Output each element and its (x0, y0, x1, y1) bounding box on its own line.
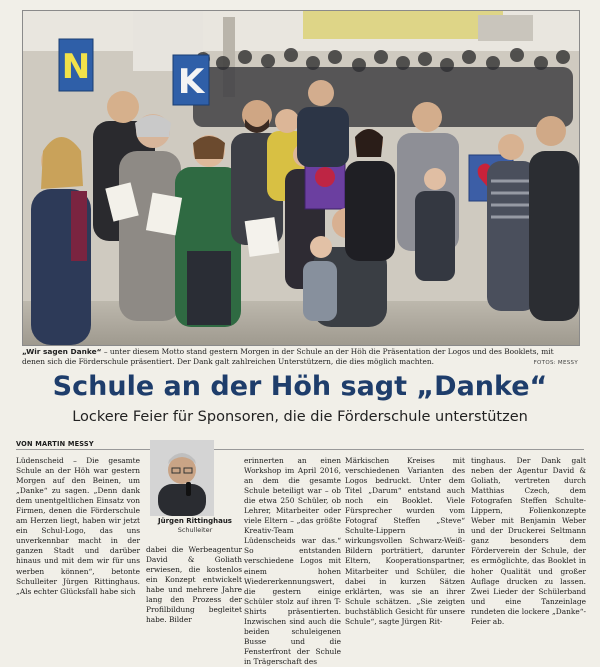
article-column-5 (471, 456, 586, 627)
sign-letter-n: N (61, 47, 91, 87)
subheadline: Lockere Feier für Sponsoren, die die Förderschule unterstützen (72, 409, 528, 425)
caption-text: – unter diesem Motto stand gestern Morgen in der Schule an der Höh die Präsentation der Logos und des Booklets, mit denen sich die Förderschule präsentiert. Der Dank galt zahlreichen Unterstützern, die dies möglich machten. (22, 347, 554, 366)
article-column-1 (16, 456, 140, 597)
article-column-4 (345, 456, 465, 627)
column-2-text: dabei die Werbeagentur David & Goliath erwiesen, die kostenlos ein Konzept entwickelt habe und mehrere Jahre lang den Prozess der Profilbildung begleitet habe. Bilder (146, 545, 242, 625)
photo-credit: FOTOS: MESSY (533, 360, 578, 366)
sign-letter-k: K (177, 62, 205, 102)
column-3-text: erinnerten an einen Workshop im April 2016, an dem die gesamte Schule beteiligt war – ob die etwa 250 Schüler, ob Lehrer, Mitarbeiter oder viele Eltern – „das größte Kreativ-Team Lüdenscheids war das.“ So entstanden verschiedene Logos mit einem hohen Wiedererkennungswert, die gestern einige Schüler stolz auf ihren T-Shirts präsentierten. Inzwischen sind auch die beiden schuleigenen Busse und die Fensterfront der Schule in Trägerschaft des (244, 456, 341, 666)
portrait-name: Jürgen Rittinghaus (158, 517, 232, 525)
divider (16, 449, 584, 450)
column-5-text: tinghaus. Der Dank galt neben der Agentur David & Goliath, vertreten durch Matthias Czech, dem Fotografen Steffen Schulte-Lippern, Folienkonzepte Weber mit Benjamin Weber und der Druckerei Seltmann ganz besonders dem Förderverein der Schule, der es ermöglichte, das Booklet in hoher Qualität und großer Auflage drucken zu lassen. Zwei Lieder der Schülerband und eine Tanzeinlage rundeten die lockere „Danke“-Feier ab. (471, 456, 586, 626)
column-1-text: Lüdenscheid – Die gesamte Schule an der Höh war gestern Morgen auf den Beinen, um „Danke“ zu sagen. „Denn dank dem unentgeltlichen Einsatz von Firmen, denen die Förderschule am Herzen liegt, haben wir jetzt ein Schul-Logo, das uns unverkennbar macht in der ganzen Stadt und darüber hinaus und mit dem wir für uns werben können“, betonte Schulleiter Jürgen Rittinghaus. „Als echter Glücksfall habe sich (16, 456, 140, 596)
portrait-role: Schulleiter (177, 526, 213, 534)
caption-lead: „Wir sagen Danke“ (22, 347, 102, 356)
article-column-3 (244, 456, 341, 667)
article-column-2 (146, 545, 242, 625)
portrait-photo (150, 440, 214, 516)
headline: Schule an der Höh sagt „Danke“ (52, 371, 548, 402)
photo-caption (22, 347, 578, 367)
column-4-text: Märkischen Kreises mit verschiedenen Varianten des Logos bedruckt. Unter dem Titel „Darum“ entstand auch noch ein Booklet. Viele Fürsprecher wurden vom Fotograf Steffen „Steve“ Schulte-Lippern in wirkungsvollen Schwarz-Weiß-Bildern porträtiert, darunter Eltern, Kooperationspartner, Mitarbeiter und Schüler, die dabei in kurzen Sätzen erklärten, was sie an ihrer Schule schätzen. „Sie zeigten buchstäblich Gesicht für unsere Schule“, sagte Jürgen Rit- (345, 456, 465, 626)
group-photo (22, 10, 580, 346)
author-byline: VON MARTIN MESSY (16, 440, 94, 448)
